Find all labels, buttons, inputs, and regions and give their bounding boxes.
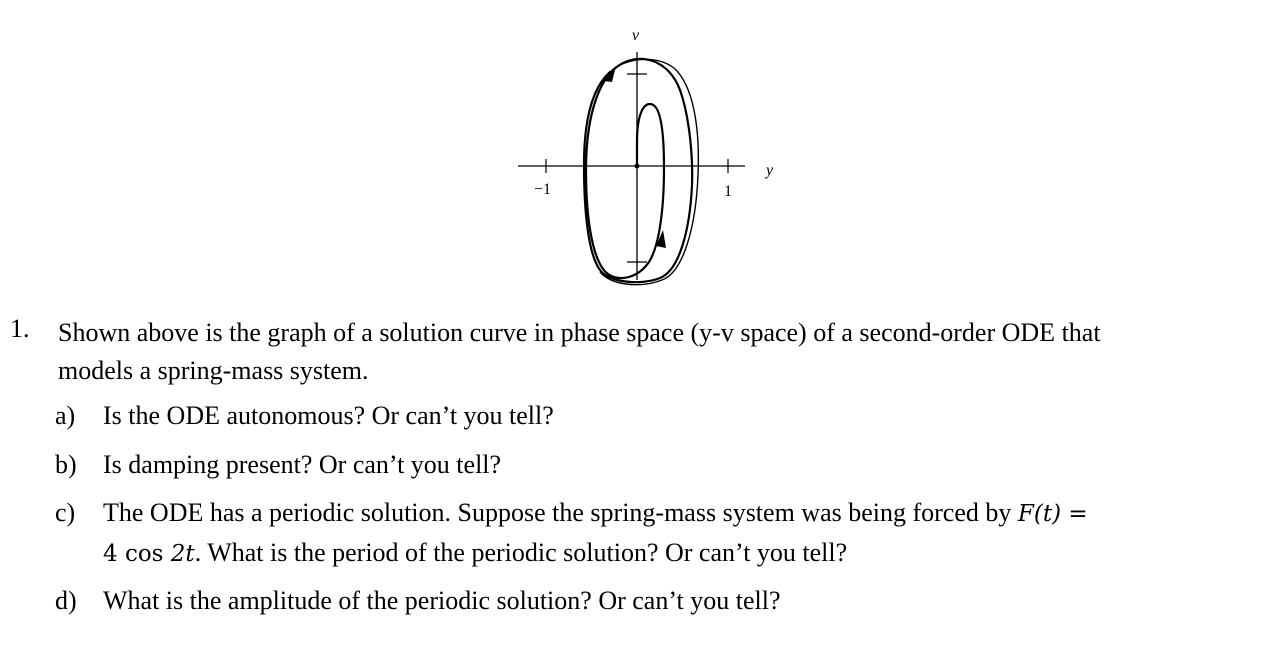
origin-point (635, 164, 640, 169)
part-c (55, 494, 1088, 532)
solution-curve-outer (600, 59, 698, 284)
part-c-letter: c) (55, 498, 76, 527)
forcing-function-arg: 2t (170, 541, 195, 567)
part-d (55, 582, 781, 620)
part-b-text: Is damping present? Or can’t you tell? (103, 450, 502, 479)
part-c-line1 (103, 494, 1088, 533)
part-a (55, 397, 554, 435)
part-c-text-prefix: The ODE has a periodic solution. Suppose the spring-mass system was being forced by (103, 498, 1018, 527)
solution-curve (584, 59, 692, 282)
phase-plane-figure (500, 10, 800, 300)
part-b (55, 446, 502, 484)
part-c-text-suffix: . What is the period of the periodic solution? Or can’t you tell? (194, 538, 848, 567)
part-a-text: Is the ODE autonomous? Or can’t you tell? (103, 401, 554, 430)
problem-intro-line1: Shown above is the graph of a solution curve in phase space (y-v space) of a second-order ODE that (58, 318, 1101, 347)
part-b-letter: b) (55, 450, 77, 479)
v-axis-label: v (632, 27, 640, 44)
part-a-letter: a) (55, 401, 76, 430)
part-d-letter: d) (55, 586, 77, 615)
part-d-text: What is the amplitude of the periodic solution? Or can’t you tell? (103, 586, 781, 615)
forcing-function-coef: 4 cos (103, 541, 171, 567)
part-c-line2 (103, 534, 847, 573)
problem-intro-line2: models a spring-mass system. (58, 356, 369, 385)
tick-label-pos1: 1 (724, 183, 732, 200)
forcing-function-lhs: F(t) (1017, 501, 1062, 527)
forcing-function-eq: = (1061, 501, 1088, 527)
direction-arrow-top (604, 66, 616, 82)
problem-intro (58, 314, 1268, 390)
tick-label-neg1: −1 (534, 181, 552, 198)
y-axis-label: y (766, 162, 774, 179)
problem-number: 1. (10, 314, 30, 343)
